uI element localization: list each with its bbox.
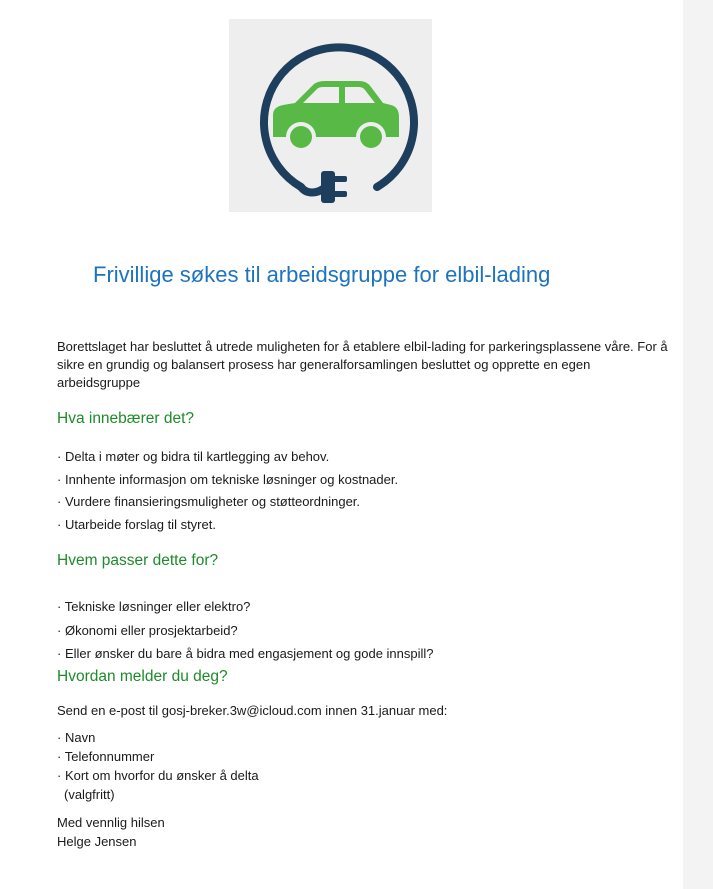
list-item: · Eller ønsker du bare å bidra med engasjement og gode innspill? [57, 642, 434, 666]
list-item [57, 766, 259, 804]
list-item: · Telefonnummer [57, 747, 259, 766]
tasks-list [57, 446, 398, 537]
intro-paragraph: Borettslaget har besluttet å utrede muligheten for å etablere elbil-lading for parkeringsplassene våre. For å sikre en grundig og balansert prosess har generalforsamlingen besluttet og opprette en egen arbeidsgruppe [57, 339, 668, 390]
page-title: Frivillige søkes til arbeidsgruppe for elbil-lading [93, 262, 551, 287]
audience-list [57, 595, 434, 666]
list-item: · Utarbeide forslag til styret. [57, 514, 398, 537]
electric-car-plug-icon [229, 19, 432, 212]
optional-note: (valgfritt) [64, 787, 115, 802]
list-item: · Økonomi eller prosjektarbeid? [57, 619, 434, 643]
list-item: · Delta i møter og bidra til kartlegging av behov. [57, 446, 398, 469]
signup-list [57, 728, 259, 804]
section-heading-how: Hvordan melder du deg? [57, 668, 228, 685]
list-item: · Innhente informasjon om tekniske løsninger og kostnader. [57, 469, 398, 492]
signoff-greeting: Med vennlig hilsen [57, 815, 165, 830]
section-heading-what: Hva innebærer det? [57, 410, 194, 427]
ev-charging-logo [229, 19, 432, 212]
section-heading-who: Hvem passer dette for? [57, 552, 219, 569]
list-item: · Tekniske løsninger eller elektro? [57, 595, 434, 619]
list-item-text: Kort om hvorfor du ønsker å delta [64, 768, 259, 783]
list-item: · Vurdere finansieringsmuligheter og støtteordninger. [57, 491, 398, 514]
signup-instruction: Send en e-post til gosj-breker.3w@icloud.com innen 31.januar med: [57, 703, 448, 718]
page-edge [683, 0, 713, 889]
signoff-name: Helge Jensen [57, 834, 137, 849]
list-item: · Navn [57, 728, 259, 747]
